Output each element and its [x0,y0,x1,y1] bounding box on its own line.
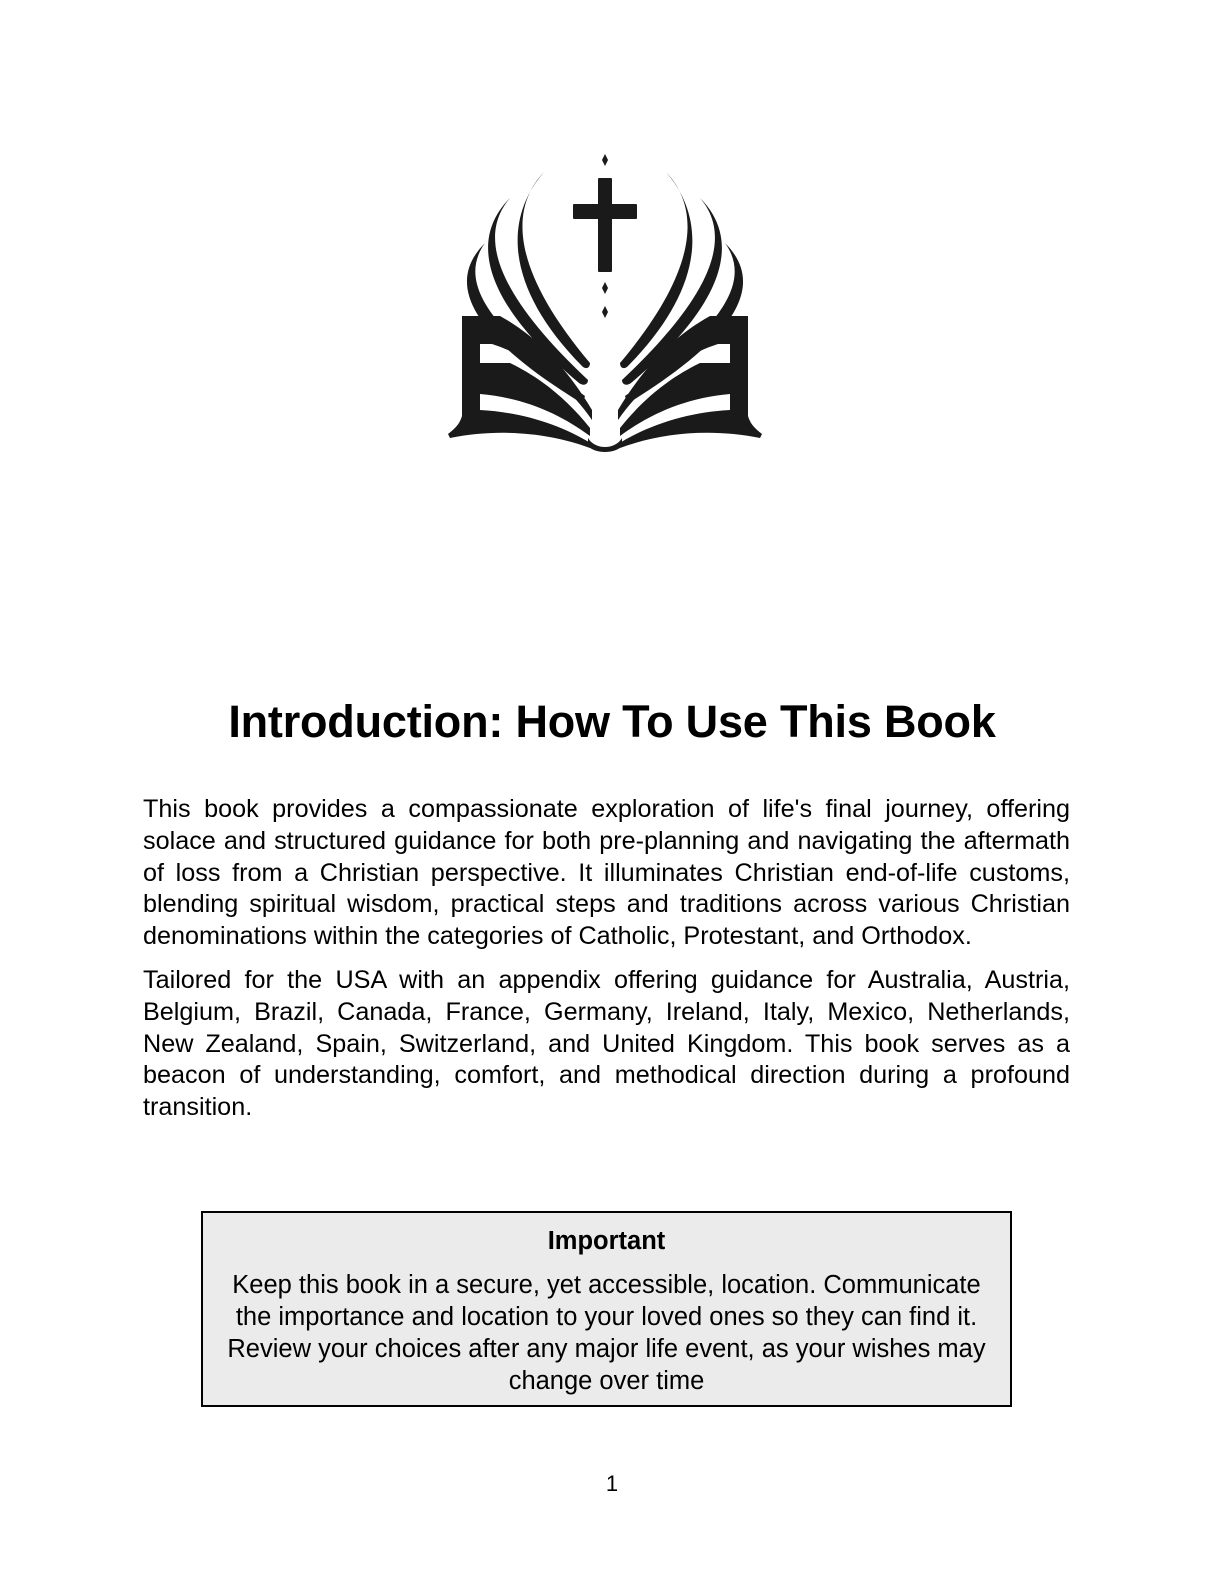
important-text: Keep this book in a secure, yet accessible, location. Communicate the importance and location to your loved ones so they can find it. Review your choices after any major life event, as your wishes may change over time [227,1271,986,1395]
intro-paragraph: This book provides a compassionate exploration of life's final journey, offering solace and structured guidance for both pre-planning and navigating the aftermath of loss from a Christian perspective. It illuminates Christian end-of-life customs, blending spiritual wisdom, practical steps and traditions across various Christian denominations within the categories of Catholic, Protestant, and Orthodox. [143,795,1070,951]
intro-paragraph: Tailored for the USA with an appendix offering guidance for Australia, Austria, Belgium, Brazil, Canada, France, Germany, Ireland, Italy, Mexico, Netherlands, New Zealand, Spain, Switzerland, and United Kingdom. This book serves as a beacon of understanding, comfort, and methodical direction during a profound transition. [143,965,1070,1122]
page-title: Introduction: How To Use This Book [228,696,996,747]
important-callout [201,1211,1012,1407]
important-heading: Important [547,1227,666,1255]
intro-body [143,794,1070,1136]
open-bible-with-cross-icon [440,148,770,453]
page-number: 1 [605,1471,619,1496]
